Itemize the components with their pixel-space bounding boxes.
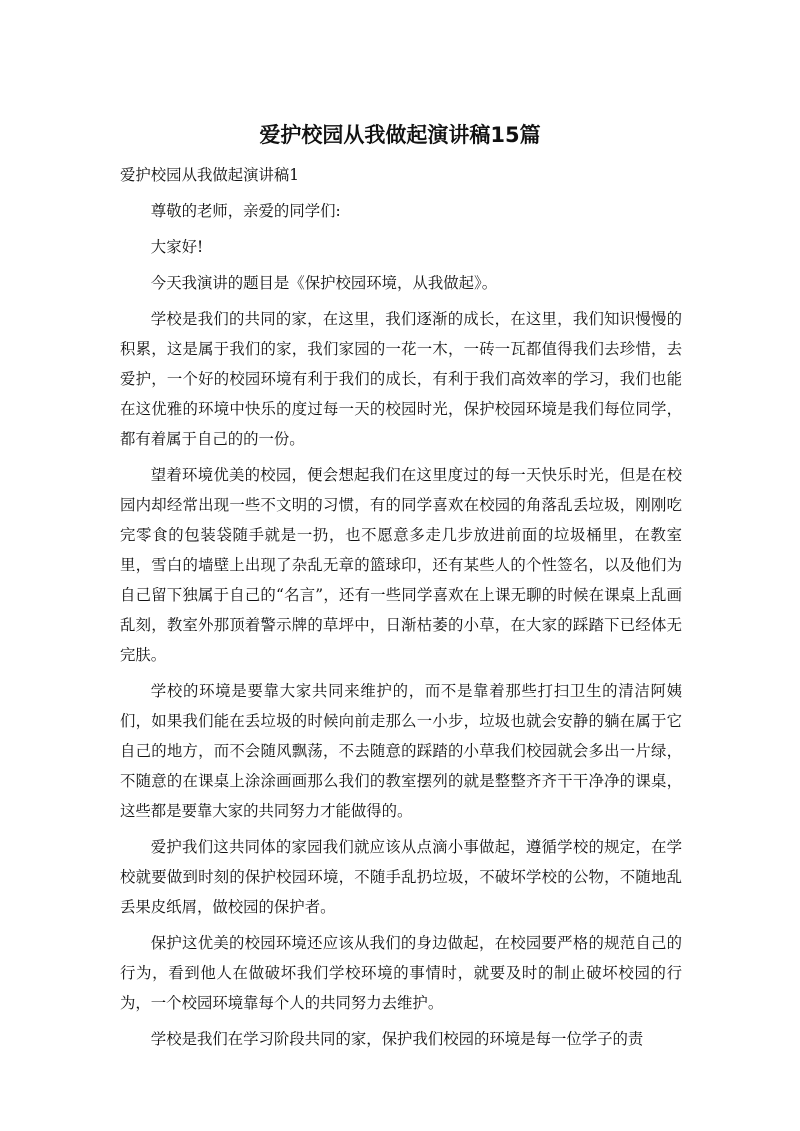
- paragraph: 保护这优美的校园环境还应该从我们的身边做起，在校园要严格的规范自己的行为，看到他人在做破坏我们学校环境的事情时，就要及时的制止破坏校园的行为，一个校园环境靠每个人的共同努力去维护。: [120, 934, 682, 1012]
- paragraph: 学校是我们在学习阶段共同的家，保护我们校园的环境是每一位学子的责: [150, 1030, 644, 1048]
- paragraph: 学校的环境是要靠大家共同来维护的，而不是靠着那些打扫卫生的清洁阿姨们，如果我们能在丢垃圾的时候向前走那么一小步，垃圾也就会安静的躺在属于它自己的地方，而不会随风飘荡，不去随意的踩踏的小草我们校园就会多出一片绿，不随意的在课桌上涂涂画画那么我们的教室摆列的就是整整齐齐干干净净的课桌，这些都是要靠大家的共同努力才能做得的。: [120, 682, 682, 820]
- paragraph: 大家好!: [150, 238, 204, 256]
- document-title: 爱护校园从我做起演讲稿15篇: [259, 123, 541, 147]
- paragraph: 爱护我们这共同体的家园我们就应该从点滴小事做起，遵循学校的规定，在学校就要做到时刻的保护校园环境，不随手乱扔垃圾，不破坏学校的公物，不随地乱丢果皮纸屑，做校园的保护者。: [120, 838, 682, 916]
- paragraph: 望着环境优美的校园，便会想起我们在这里度过的每一天快乐时光，但是在校园内却经常出现一些不文明的习惯，有的同学喜欢在校园的角落乱丢垃圾，刚刚吃完零食的包装袋随手就是一扔，也不愿意多走几步放进前面的垃圾桶里，在教室里，雪白的墙壁上出现了杂乱无章的篮球印，还有某些人的个性签名，以及他们为自己留下独属于自己的“名言”，还有一些同学喜欢在上课无聊的时候在课桌上乱画乱刻，教室外那顶着警示牌的草坪中，日渐枯萎的小草，在大家的踩踏下已经体无完肤。: [120, 466, 682, 664]
- section-subtitle: 爱护校园从我做起演讲稿1: [120, 166, 300, 184]
- paragraph: 学校是我们的共同的家，在这里，我们逐渐的成长，在这里，我们知识慢慢的积累，这是属于我们的家，我们家园的一花一木，一砖一瓦都值得我们去珍惜，去爱护，一个好的校园环境有利于我们的成长，有利于我们高效率的学习，我们也能在这优雅的环境中快乐的度过每一天的校园时光，保护校园环境是我们每位同学，都有着属于自己的的一份。: [120, 310, 682, 448]
- document-body: [120, 160, 682, 1060]
- paragraph: 尊敬的老师，亲爱的同学们:: [150, 202, 341, 220]
- paragraph: 今天我演讲的题目是《保护校园环境，从我做起》。: [150, 274, 498, 292]
